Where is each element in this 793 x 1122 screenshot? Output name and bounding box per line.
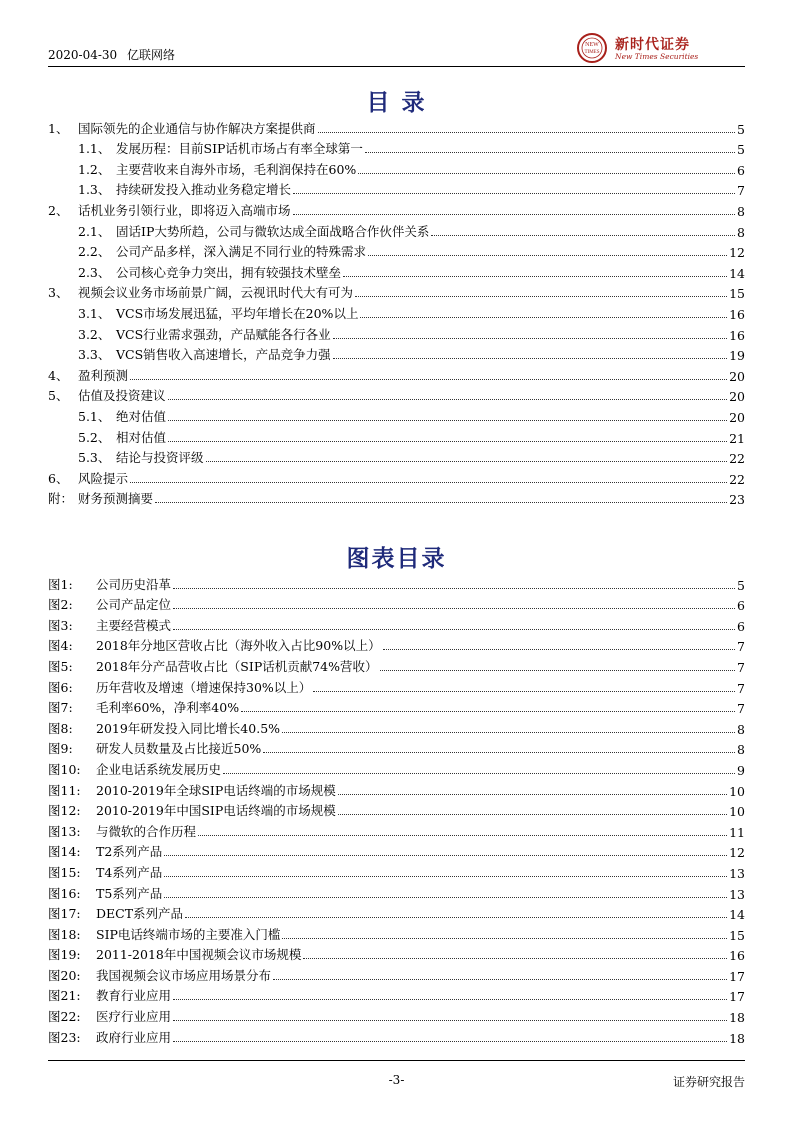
broker-name-en: New Times Securities <box>615 52 699 61</box>
figure-entry[interactable] <box>48 922 745 943</box>
figure-entry-label: 毛利率60%，净利率40% <box>96 700 240 716</box>
toc-entry-page: 23 <box>729 492 745 508</box>
toc-entry-page: 16 <box>729 306 745 322</box>
toc-entry-number: 6、 <box>48 470 69 486</box>
figure-entry-page: 18 <box>729 1010 745 1026</box>
toc-entry-label: 公司核心竞争力突出，拥有较强技术壁垒 <box>116 264 342 280</box>
figure-entry-page: 16 <box>729 948 745 964</box>
figure-entry[interactable] <box>48 860 745 881</box>
toc-entry-number: 3.1、 <box>78 305 111 321</box>
page-number: -3- <box>388 1073 405 1087</box>
dot-leader <box>431 235 735 236</box>
toc-entry-page: 20 <box>729 389 745 405</box>
toc-entry[interactable] <box>48 137 745 158</box>
figure-entry-page: 10 <box>729 804 745 820</box>
toc-entry-page: 21 <box>729 430 745 446</box>
figure-entry-number: 图22: <box>48 1009 81 1025</box>
figure-entry-page: 7 <box>737 639 745 655</box>
figure-entry-number: 图3: <box>48 617 73 633</box>
toc-entry-label: 财务预测摘要 <box>78 491 154 507</box>
toc-entry-page: 20 <box>729 368 745 384</box>
figure-entry-page: 18 <box>729 1030 745 1046</box>
toc-entry[interactable] <box>48 487 745 508</box>
figure-entry[interactable] <box>48 757 745 778</box>
figure-entry[interactable] <box>48 737 745 758</box>
dot-leader <box>164 876 727 877</box>
figure-entry-label: 2010-2019年全球SIP电话终端的市场规模 <box>96 782 336 798</box>
figure-entry[interactable] <box>48 963 745 984</box>
figure-entry-label: T2系列产品 <box>96 844 163 860</box>
dot-leader <box>173 1020 727 1021</box>
figure-entry-label: 2011-2018年中国视频会议市场规模 <box>96 947 302 963</box>
dot-leader <box>263 752 735 753</box>
toc-entry-number: 3、 <box>48 285 69 301</box>
toc-entry-page: 8 <box>737 203 745 219</box>
dot-leader <box>223 773 735 774</box>
toc-entry-number: 2、 <box>48 202 69 218</box>
toc-entry-page: 12 <box>729 245 745 261</box>
toc-entry-number: 2.2、 <box>78 244 111 260</box>
figure-entry-page: 17 <box>729 968 745 984</box>
report-date: 2020-04-30 <box>48 48 118 62</box>
toc-entry-label: 结论与投资评级 <box>116 450 204 466</box>
figure-entry-page: 9 <box>737 762 745 778</box>
figure-entry-page: 6 <box>737 618 745 634</box>
toc-entry-label: 估值及投资建议 <box>78 388 166 404</box>
figure-entry-page: 7 <box>737 701 745 717</box>
dot-leader <box>173 588 735 589</box>
toc-entry-page: 16 <box>729 327 745 343</box>
toc-entry-label: 视频会议业务市场前景广阔，云视讯时代大有可为 <box>78 285 354 301</box>
figure-entry[interactable] <box>48 593 745 614</box>
toc-entry[interactable] <box>48 116 745 137</box>
dot-leader <box>303 958 727 959</box>
figure-entry[interactable] <box>48 613 745 634</box>
toc-entry-number: 3.3、 <box>78 347 111 363</box>
dot-leader <box>313 691 735 692</box>
figure-entry-number: 图18: <box>48 926 81 942</box>
figure-entry-number: 图2: <box>48 597 73 613</box>
figure-entry-number: 图9: <box>48 741 73 757</box>
figure-entry-label: 研发人员数量及占比接近50% <box>96 741 262 757</box>
dot-leader <box>241 711 735 712</box>
figure-entry-label: 主要经营模式 <box>96 617 172 633</box>
toc-entry-page: 22 <box>729 451 745 467</box>
toc-entry-number: 1、 <box>48 120 69 136</box>
toc-entry-label: 绝对估值 <box>116 408 167 424</box>
figure-entry-page: 10 <box>729 783 745 799</box>
toc-entry[interactable] <box>48 240 745 261</box>
figure-entry-label: 公司历史沿革 <box>96 576 172 592</box>
dot-leader <box>293 193 735 194</box>
toc-entry-label: VCS销售收入高速增长，产品竞争力强 <box>116 347 331 363</box>
toc-entry[interactable] <box>48 301 745 322</box>
toc-title: 目 录 <box>366 89 427 116</box>
toc-entry-label: 风险提示 <box>78 470 129 486</box>
toc-entry-page: 20 <box>729 409 745 425</box>
toc-entry-label: 相对估值 <box>116 429 167 445</box>
dot-leader <box>333 358 727 359</box>
figure-entry[interactable] <box>48 881 745 902</box>
figure-entry[interactable] <box>48 675 745 696</box>
dot-leader <box>383 649 735 650</box>
dot-leader <box>168 420 727 421</box>
toc-entry-number: 5、 <box>48 388 69 404</box>
figure-entry-page: 7 <box>737 659 745 675</box>
toc-entry-number: 1.3、 <box>78 182 111 198</box>
figure-entry-label: 2019年研发投入同比增长40.5% <box>96 720 281 736</box>
figure-entry-label: 2010-2019年中国SIP电话终端的市场规模 <box>96 803 336 819</box>
figure-entry-page: 6 <box>737 598 745 614</box>
figure-entry-label: DECT系列产品 <box>96 906 184 922</box>
toc-entry[interactable] <box>48 343 745 364</box>
figure-entry-label: 我国视频会议市场应用场景分布 <box>96 967 272 983</box>
figure-entry-number: 图23: <box>48 1029 81 1045</box>
dot-leader <box>168 399 728 400</box>
figure-entry[interactable] <box>48 984 745 1005</box>
toc-entry-page: 5 <box>737 142 745 158</box>
toc-entry[interactable] <box>48 219 745 240</box>
figure-entry-page: 8 <box>737 742 745 758</box>
dot-leader <box>333 338 727 339</box>
figure-entry[interactable] <box>48 819 745 840</box>
toc-entry[interactable] <box>48 446 745 467</box>
toc-entry[interactable] <box>48 425 745 446</box>
toc-entry-page: 5 <box>737 121 745 137</box>
dot-leader <box>282 732 735 733</box>
toc-list <box>48 116 745 507</box>
figure-entry[interactable] <box>48 634 745 655</box>
toc-entry-page: 7 <box>737 183 745 199</box>
toc-entry-page: 19 <box>729 348 745 364</box>
dot-leader <box>318 132 736 133</box>
dot-leader <box>360 317 727 318</box>
dot-leader <box>130 379 727 380</box>
toc-entry-number: 1.2、 <box>78 161 111 177</box>
figure-entry-page: 7 <box>737 680 745 696</box>
figure-entry-number: 图10: <box>48 761 81 777</box>
toc-entry[interactable] <box>48 157 745 178</box>
figure-entry-number: 图8: <box>48 720 73 736</box>
dot-leader <box>273 979 727 980</box>
toc-entry-label: 持续研发投入推动业务稳定增长 <box>116 182 292 198</box>
figures-title: 图表目录 <box>346 545 447 572</box>
toc-entry[interactable] <box>48 363 745 384</box>
figure-entry-number: 图14: <box>48 844 81 860</box>
figure-entry-label: SIP电话终端市场的主要准入门槛 <box>96 926 281 942</box>
figure-entry[interactable] <box>48 799 745 820</box>
figure-entry-label: 企业电话系统发展历史 <box>96 761 222 777</box>
toc-entry-label: 主要营收来自海外市场，毛利润保持在60% <box>116 161 357 177</box>
figure-entry-label: T4系列产品 <box>96 864 163 880</box>
figure-entry-page: 12 <box>729 845 745 861</box>
figure-entry-number: 图11: <box>48 782 81 798</box>
toc-entry-label: 公司产品多样，深入满足不同行业的特殊需求 <box>116 244 367 260</box>
figure-entry-label: 与微软的合作历程 <box>96 823 197 839</box>
figure-entry-page: 14 <box>729 907 745 923</box>
toc-entry[interactable] <box>48 384 745 405</box>
toc-entry-number: 5.3、 <box>78 450 111 466</box>
dot-leader <box>173 608 735 609</box>
dot-leader <box>355 296 727 297</box>
toc-entry-page: 8 <box>737 224 745 240</box>
toc-entry-number: 5.2、 <box>78 429 111 445</box>
figure-entry[interactable] <box>48 1004 745 1025</box>
figure-entry-label: T5系列产品 <box>96 885 163 901</box>
toc-entry-label: VCS市场发展迅猛，平均年增长在20%以上 <box>116 305 359 321</box>
toc-entry-page: 22 <box>729 471 745 487</box>
dot-leader <box>365 152 735 153</box>
dot-leader <box>338 814 727 815</box>
dot-leader <box>198 835 727 836</box>
figure-entry-label: 历年营收及增速（增速保持30%以上） <box>96 679 312 695</box>
dot-leader <box>206 461 728 462</box>
toc-entry-page: 6 <box>737 162 745 178</box>
toc-entry-number: 1.1、 <box>78 141 111 157</box>
figure-entry[interactable] <box>48 778 745 799</box>
toc-entry-page: 15 <box>729 286 745 302</box>
dot-leader <box>368 255 727 256</box>
dot-leader <box>185 917 727 918</box>
toc-entry-number: 5.1、 <box>78 408 111 424</box>
dot-leader <box>380 670 736 671</box>
figure-entry-page: 13 <box>729 886 745 902</box>
dot-leader <box>168 441 727 442</box>
dot-leader <box>155 502 727 503</box>
toc-entry[interactable] <box>48 322 745 343</box>
toc-entry-number: 2.3、 <box>78 264 111 280</box>
figure-entry-number: 图6: <box>48 679 73 695</box>
figure-entry-number: 图13: <box>48 823 81 839</box>
figure-entry-label: 教育行业应用 <box>96 988 172 1004</box>
svg-text:NEW: NEW <box>585 42 599 48</box>
dot-leader <box>173 629 735 630</box>
figure-entry-number: 图21: <box>48 988 81 1004</box>
broker-seal-icon <box>575 32 609 64</box>
toc-entry-number: 4、 <box>48 367 69 383</box>
toc-entry-page: 14 <box>729 265 745 281</box>
header-meta <box>48 46 181 63</box>
dot-leader <box>282 938 727 939</box>
figure-entry-label: 2018年分地区营收占比（海外收入占比90%以上） <box>96 638 381 654</box>
toc-entry[interactable] <box>48 281 745 302</box>
toc-entry-label: VCS行业需求强劲，产品赋能各行各业 <box>116 326 331 342</box>
dot-leader <box>173 999 727 1000</box>
toc-entry-label: 话机业务引领行业，即将迈入高端市场 <box>78 202 291 218</box>
figure-entry-number: 图4: <box>48 638 73 654</box>
toc-entry[interactable] <box>48 198 745 219</box>
figure-entry-page: 15 <box>729 927 745 943</box>
figure-entry[interactable] <box>48 716 745 737</box>
toc-entry-label: 发展历程：目前SIP话机市场占有率全球第一 <box>116 141 363 157</box>
figure-entry-number: 图19: <box>48 947 81 963</box>
toc-entry-number: 3.2、 <box>78 326 111 342</box>
figure-entry-number: 图16: <box>48 885 81 901</box>
dot-leader <box>343 276 727 277</box>
footer-rule <box>48 1060 745 1061</box>
figure-entry-number: 图5: <box>48 658 73 674</box>
header-rule <box>48 66 745 67</box>
toc-entry-number: 2.1、 <box>78 223 111 239</box>
figure-entry-page: 5 <box>737 577 745 593</box>
toc-entry-number: 附： <box>48 491 74 507</box>
broker-logo <box>575 32 745 64</box>
company-name: 亿联网络 <box>127 48 176 62</box>
figure-entry[interactable] <box>48 1025 745 1046</box>
dot-leader <box>130 482 727 483</box>
figure-entry[interactable] <box>48 572 745 593</box>
figure-entry-number: 图17: <box>48 906 81 922</box>
figure-entry[interactable] <box>48 696 745 717</box>
figure-entry-page: 13 <box>729 865 745 881</box>
toc-entry[interactable] <box>48 178 745 199</box>
figure-entry-page: 11 <box>729 824 745 840</box>
toc-entry-label: 盈利预测 <box>78 367 129 383</box>
svg-text:TIMES: TIMES <box>584 50 600 55</box>
dot-leader <box>173 1041 727 1042</box>
figure-entry-label: 2018年分产品营收占比（SIP话机贡献74%营收） <box>96 658 378 674</box>
figure-entry[interactable] <box>48 840 745 861</box>
figure-entry[interactable] <box>48 943 745 964</box>
figures-list <box>48 572 745 1046</box>
toc-entry[interactable] <box>48 260 745 281</box>
figure-entry-number: 图1: <box>48 576 73 592</box>
figure-entry-label: 公司产品定位 <box>96 597 172 613</box>
dot-leader <box>164 897 727 898</box>
figure-entry[interactable] <box>48 902 745 923</box>
figure-entry-number: 图15: <box>48 864 81 880</box>
toc-entry-label: 固话IP大势所趋，公司与微软达成全面战略合作伙伴关系 <box>116 223 430 239</box>
figure-entry-number: 图12: <box>48 803 81 819</box>
toc-entry[interactable] <box>48 466 745 487</box>
footer-label: 证券研究报告 <box>672 1075 745 1089</box>
broker-name: 新时代证券 <box>615 37 690 53</box>
figure-entry-label: 政府行业应用 <box>96 1029 172 1045</box>
dot-leader <box>164 855 727 856</box>
dot-leader <box>338 794 727 795</box>
figure-entry[interactable] <box>48 654 745 675</box>
figure-entry-page: 8 <box>737 721 745 737</box>
toc-entry[interactable] <box>48 404 745 425</box>
figure-entry-number: 图20: <box>48 967 81 983</box>
figure-entry-page: 17 <box>729 989 745 1005</box>
dot-leader <box>293 214 736 215</box>
dot-leader <box>358 173 735 174</box>
page-header <box>48 28 745 68</box>
toc-entry-label: 国际领先的企业通信与协作解决方案提供商 <box>78 120 316 136</box>
figure-entry-number: 图7: <box>48 700 73 716</box>
figure-entry-label: 医疗行业应用 <box>96 1009 172 1025</box>
